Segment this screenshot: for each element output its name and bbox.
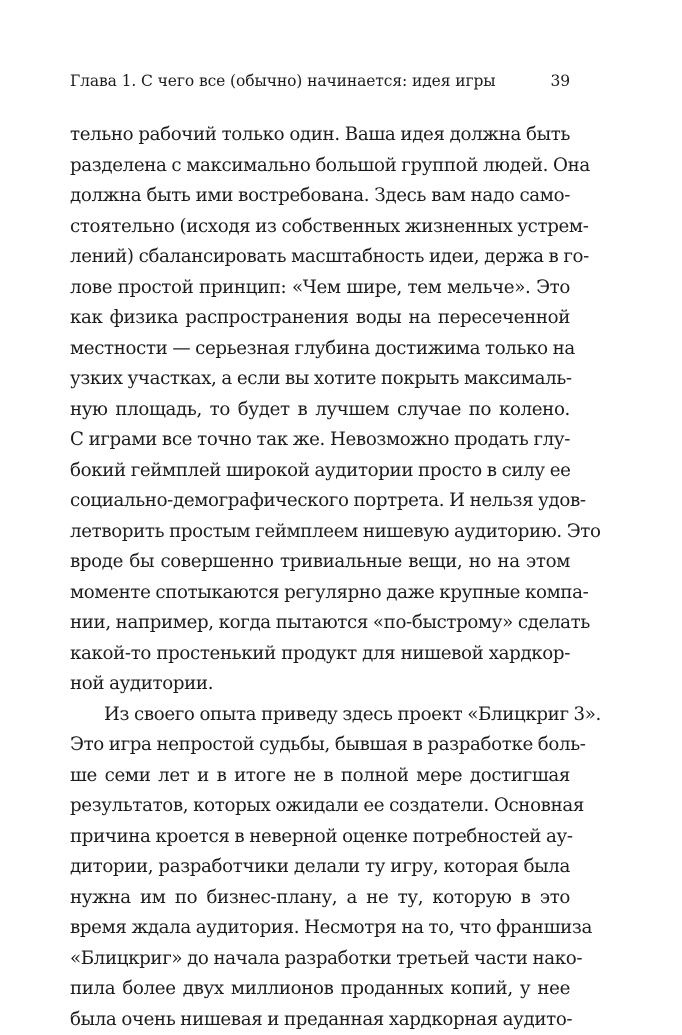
paragraph [70, 700, 570, 1035]
running-header [70, 72, 570, 96]
text-line: была очень нишевая и преданная хардкорная аудито- [70, 1005, 570, 1035]
text-line: «Блицкриг» до начала разработки третьей части нако- [70, 944, 570, 975]
text-line: вроде бы совершенно тривиальные вещи, но на этом [70, 547, 570, 578]
text-line: социально-демографического портрета. И нельзя удов- [70, 486, 570, 517]
text-line: ше семи лет и в итоге не в полной мере достигшая [70, 761, 570, 792]
text-line: бокий геймплей широкой аудитории просто в силу ее [70, 456, 570, 487]
text-line: ную площадь, то будет в лучшем случае по колено. [70, 395, 570, 426]
text-line: летворить простым геймплеем нишевую аудиторию. Это [70, 517, 570, 548]
text-line: время ждала аудитория. Несмотря на то, что франшиза [70, 913, 570, 944]
body-text [70, 120, 570, 1035]
text-line: лений) сбалансировать масштабность идеи, держа в го- [70, 242, 570, 273]
text-line: тельно рабочий только один. Ваша идея должна быть [70, 120, 570, 151]
text-line: узких участках, а если вы хотите покрыть максималь- [70, 364, 570, 395]
text-line: разделена с максимально большой группой людей. Она [70, 151, 570, 182]
page-number: 39 [550, 72, 570, 90]
paragraph [70, 120, 570, 700]
text-line: причина кроется в неверной оценке потребностей ау- [70, 822, 570, 853]
text-line: лове простой принцип: «Чем шире, тем мельче». Это [70, 273, 570, 304]
text-line: нужна им по бизнес-плану, а не ту, которую в это [70, 883, 570, 914]
text-line: С играми все точно так же. Невозможно продать глу- [70, 425, 570, 456]
text-line: моменте спотыкаются регулярно даже крупные компа- [70, 578, 570, 609]
text-line: результатов, которых ожидали ее создатели. Основная [70, 791, 570, 822]
text-line: какой-то простенький продукт для нишевой хардкор- [70, 639, 570, 670]
text-line: нии, например, когда пытаются «по-быстрому» сделать [70, 608, 570, 639]
text-line: стоятельно (исходя из собственных жизненных устрем- [70, 212, 570, 243]
text-line: дитории, разработчики делали ту игру, которая была [70, 852, 570, 883]
text-line: Из своего опыта приведу здесь проект «Блицкриг 3». [70, 700, 570, 731]
text-line: ной аудитории. [70, 669, 570, 700]
text-line: пила более двух миллионов проданных копий, у нее [70, 974, 570, 1005]
text-line: должна быть ими востребована. Здесь вам надо само- [70, 181, 570, 212]
text-line: как физика распространения воды на пересеченной [70, 303, 570, 334]
text-line: Это игра непростой судьбы, бывшая в разработке боль- [70, 730, 570, 761]
text-line: местности — серьезная глубина достижима только на [70, 334, 570, 365]
running-title: Глава 1. С чего все (обычно) начинается: идея игры [70, 72, 496, 90]
